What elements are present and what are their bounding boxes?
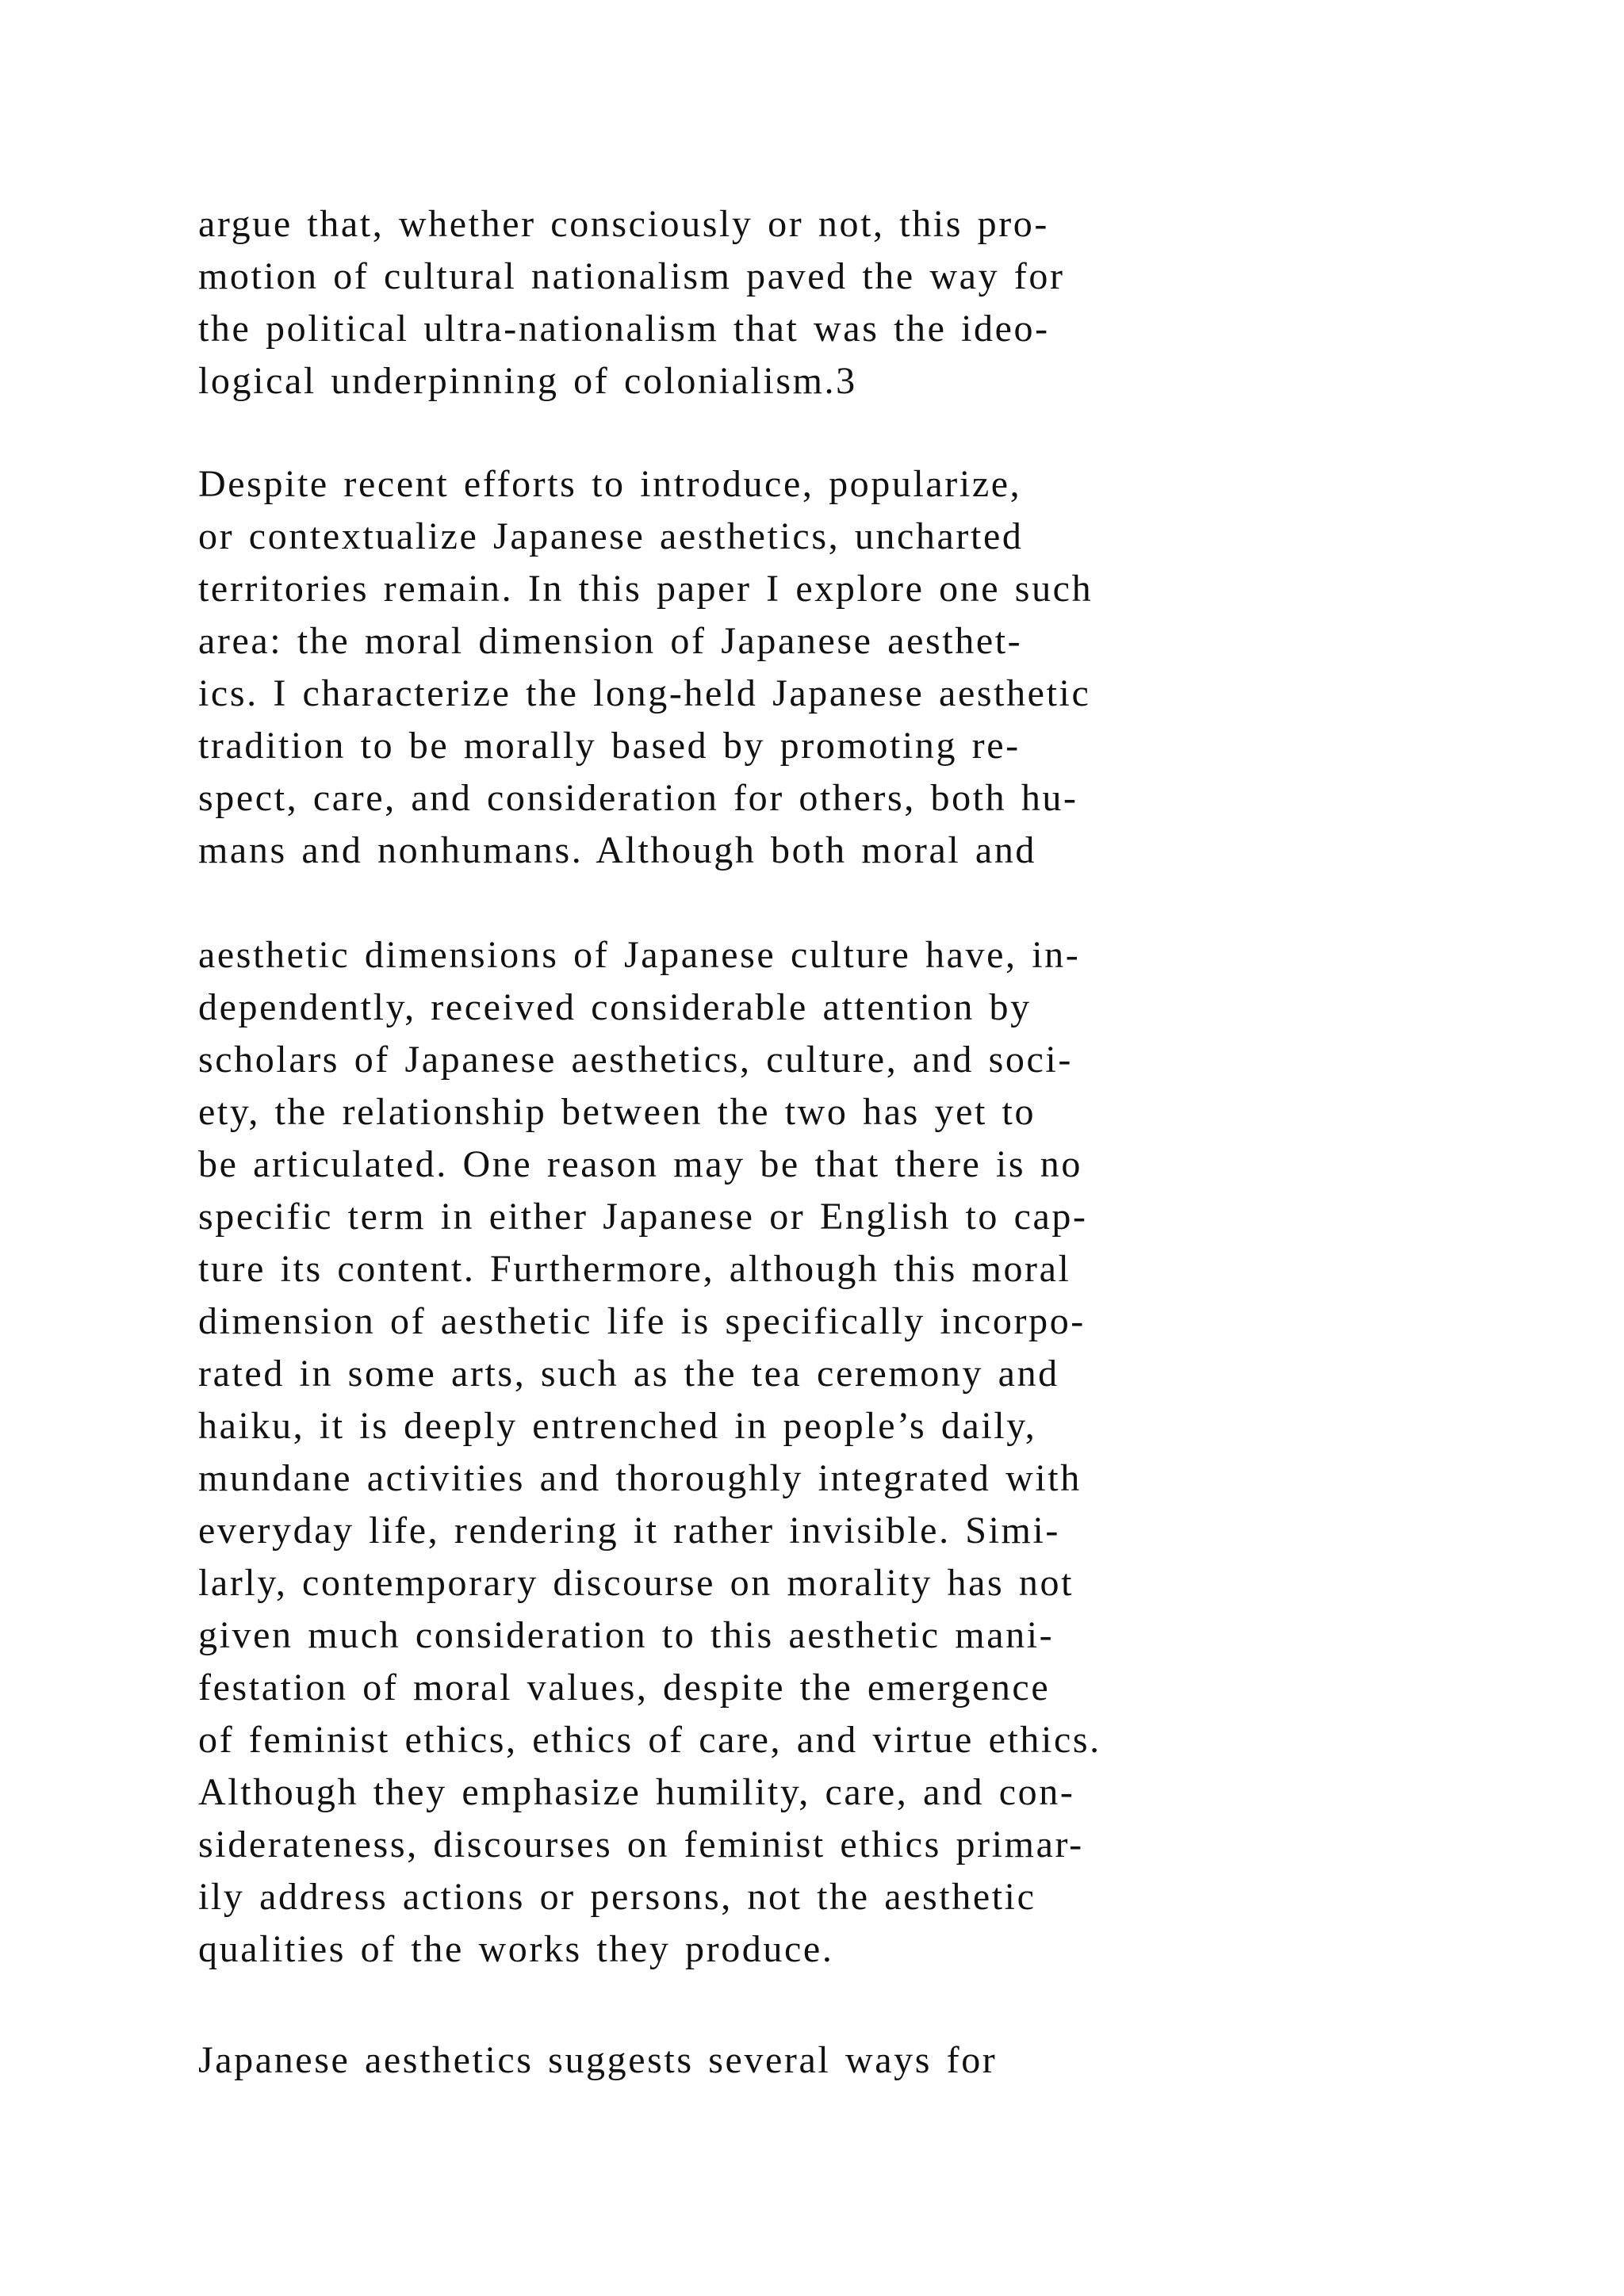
text-line: tradition to be morally based by promoting re-: [198, 725, 1021, 767]
text-line: logical underpinning of colonialism.3: [198, 360, 857, 402]
text-line: ics. I characterize the long-held Japanese aesthetic: [198, 672, 1091, 714]
text-line: ture its content. Furthermore, although this moral: [198, 1248, 1071, 1290]
text-line: Despite recent efforts to introduce, popularize,: [198, 463, 1022, 505]
text-line: given much consideration to this aesthetic mani-: [198, 1614, 1055, 1656]
paragraph-2: [198, 458, 1435, 877]
text-line: area: the moral dimension of Japanese aesthet-: [198, 620, 1023, 662]
text-line: territories remain. In this paper I explore one such: [198, 568, 1094, 610]
text-line: scholars of Japanese aesthetics, culture, and soci-: [198, 1039, 1073, 1081]
text-line: of feminist ethics, ethics of care, and virtue ethics.: [198, 1719, 1101, 1761]
text-line: motion of cultural nationalism paved the way for: [198, 255, 1065, 297]
text-line: siderateness, discourses on feminist ethics primar-: [198, 1823, 1084, 1866]
text-line: ily address actions or persons, not the aesthetic: [198, 1876, 1036, 1918]
text-line: dimension of aesthetic life is specifically incorpo-: [198, 1300, 1086, 1342]
text-line: the political ultra-nationalism that was the ideo-: [198, 308, 1050, 350]
paragraph-4: [198, 2034, 1435, 2087]
text-line: aesthetic dimensions of Japanese culture have, in-: [198, 934, 1081, 976]
text-line: mans and nonhumans. Although both moral and: [198, 829, 1037, 871]
text-line: ety, the relationship between the two has yet to: [198, 1091, 1036, 1133]
text-line: larly, contemporary discourse on morality has not: [198, 1562, 1074, 1604]
text-line: or contextualize Japanese aesthetics, uncharted: [198, 515, 1024, 557]
text-line: festation of moral values, despite the emergence: [198, 1667, 1051, 1709]
text-line: qualities of the works they produce.: [198, 1928, 834, 1970]
paragraph-3: [198, 929, 1435, 1976]
text-line: rated in some arts, such as the tea ceremony and: [198, 1353, 1059, 1395]
text-line: haiku, it is deeply entrenched in people’s daily,: [198, 1405, 1037, 1447]
text-line: Although they emphasize humility, care, and con-: [198, 1771, 1075, 1813]
text-line: be articulated. One reason may be that there is no: [198, 1143, 1082, 1185]
text-line: specific term in either Japanese or English to cap-: [198, 1196, 1088, 1238]
text-line: spect, care, and consideration for others, both hu-: [198, 777, 1078, 819]
text-line: mundane activities and thoroughly integrated with: [198, 1457, 1082, 1499]
text-line: argue that, whether consciously or not, this pro-: [198, 203, 1049, 245]
paragraph-1: [198, 198, 1435, 408]
text-line: everyday life, rendering it rather invisible. Simi-: [198, 1510, 1060, 1552]
text-line: Japanese aesthetics suggests several ways for: [198, 2039, 998, 2081]
text-line: dependently, received considerable attention by: [198, 986, 1032, 1028]
